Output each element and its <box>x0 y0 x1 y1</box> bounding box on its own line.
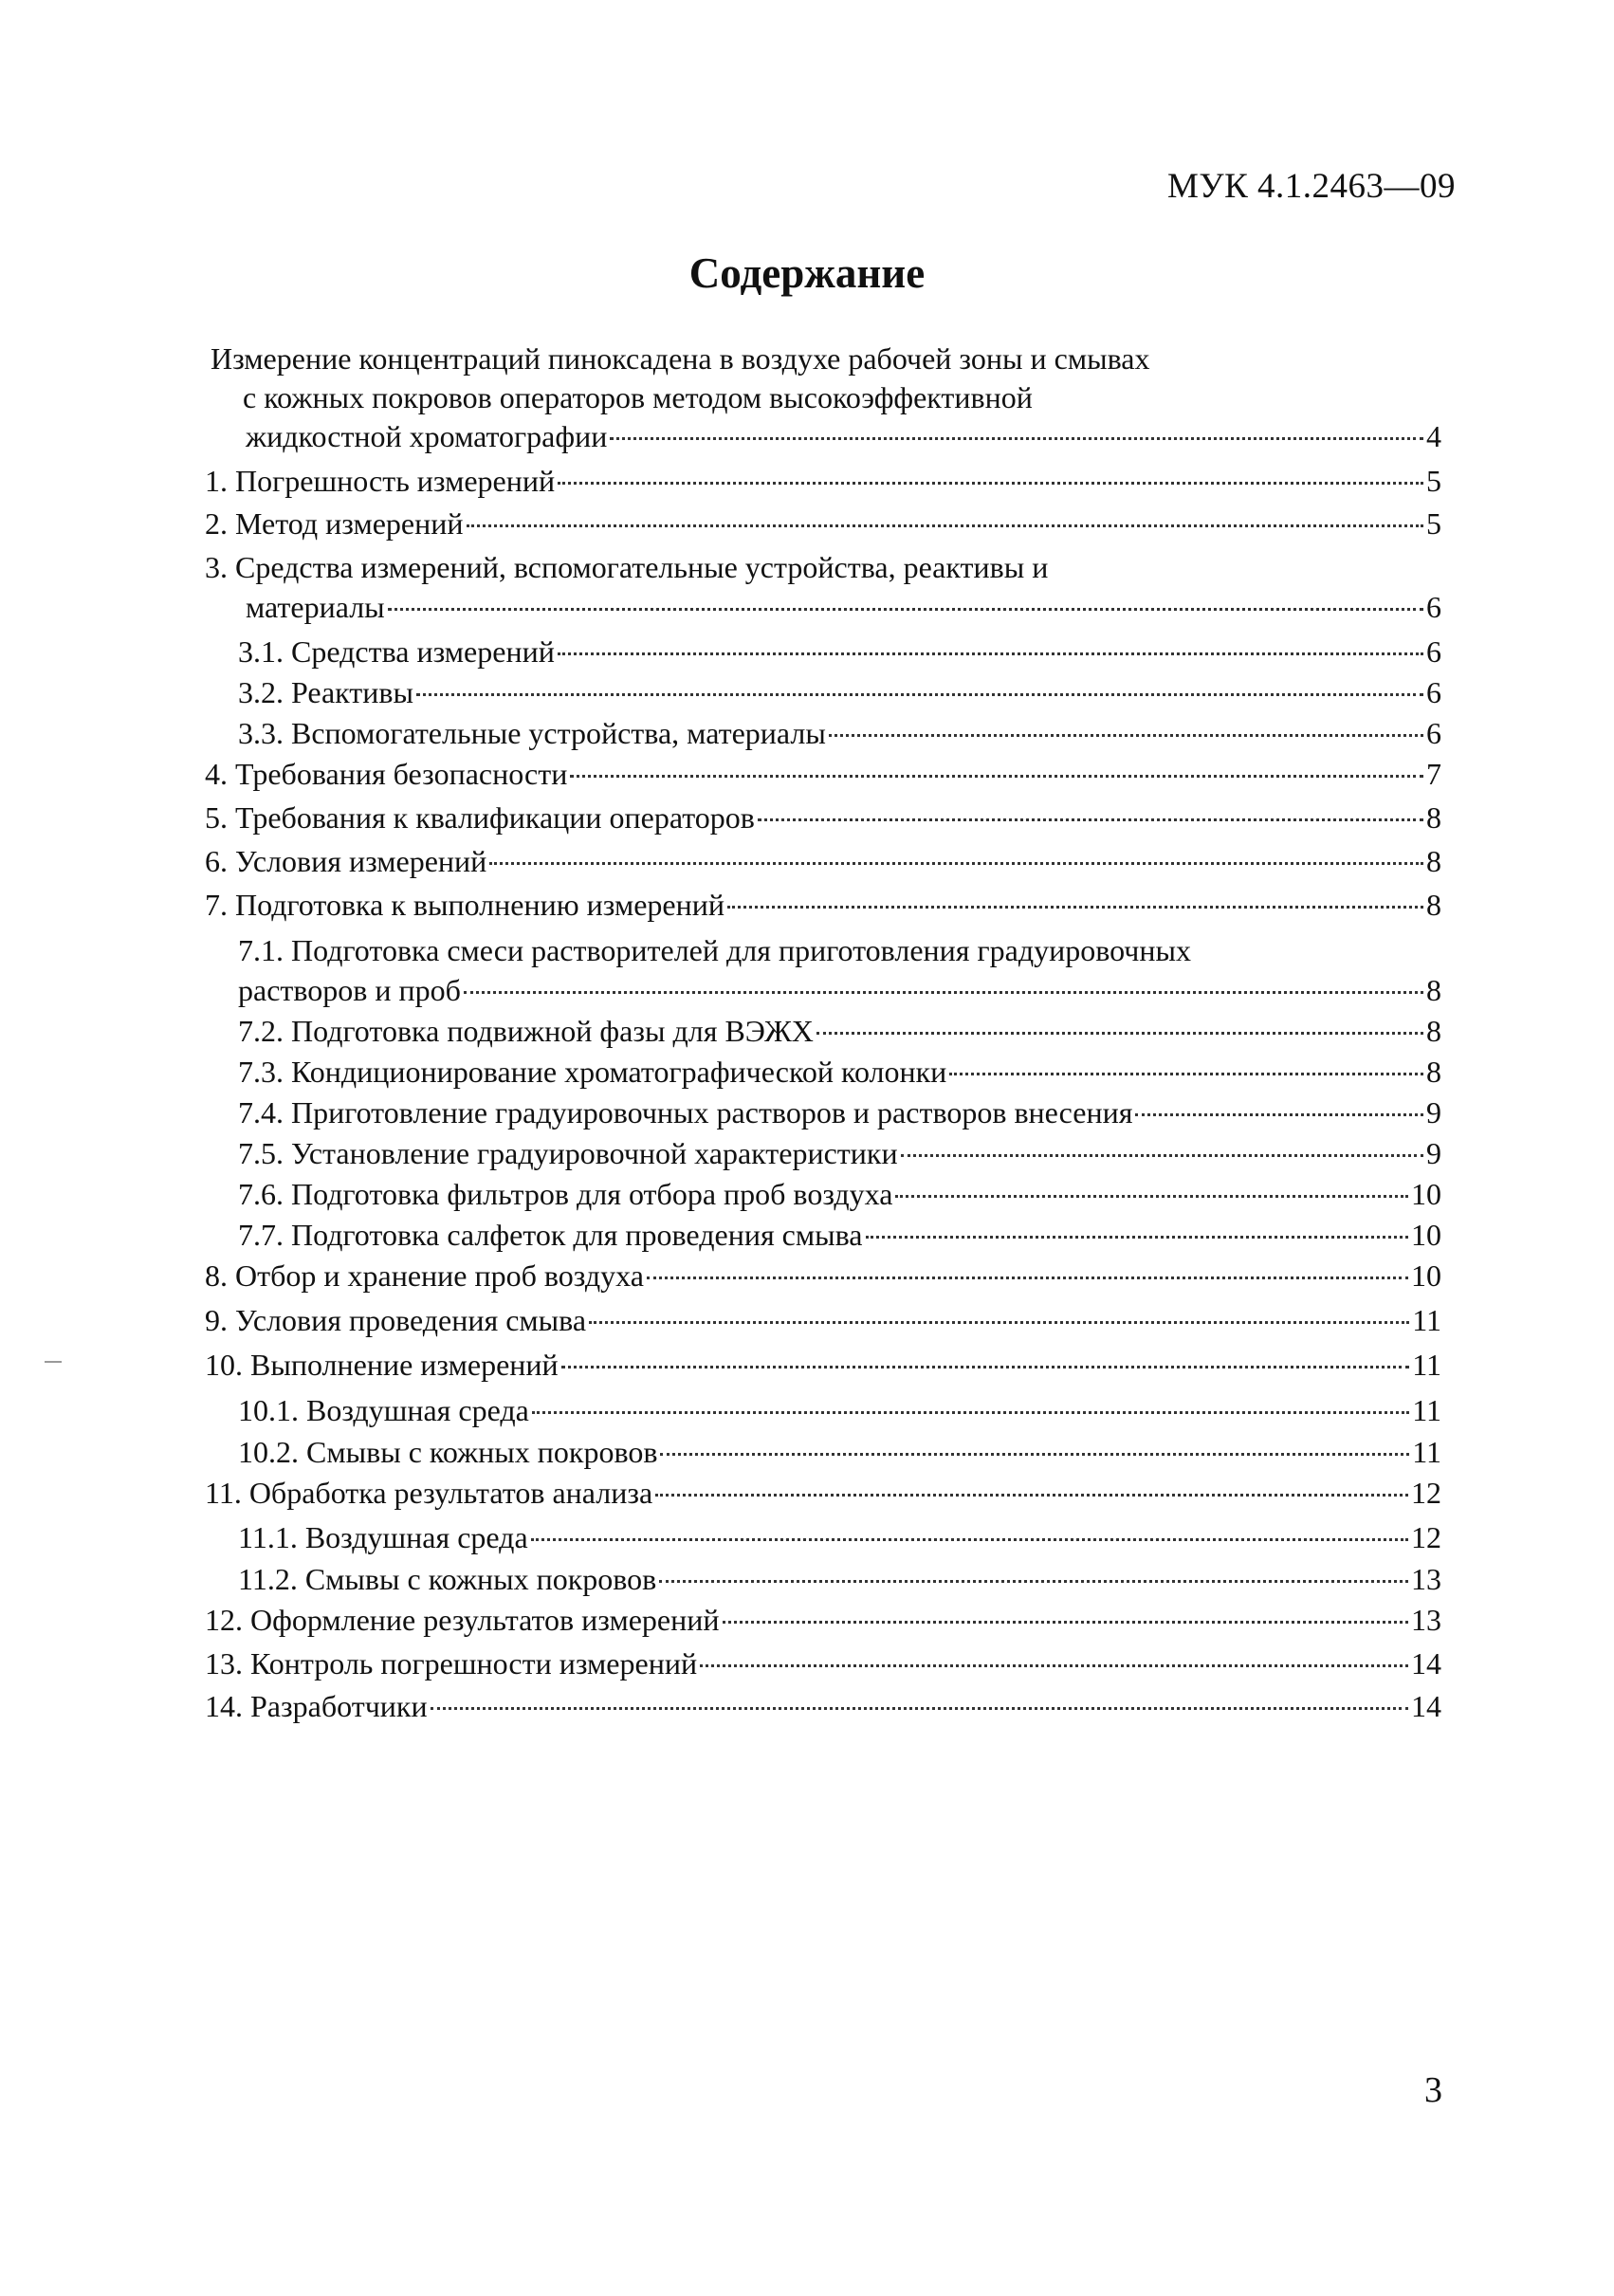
page-number: 3 <box>1424 2070 1442 2110</box>
toc-entry-page: 9 <box>1426 1136 1441 1170</box>
toc-entry-page: 6 <box>1426 716 1441 750</box>
toc-entry-page: 9 <box>1426 1095 1441 1130</box>
dot-leader <box>866 1236 1409 1239</box>
dot-leader <box>659 1580 1408 1583</box>
toc-entry-4[interactable] <box>205 755 1441 793</box>
toc-entry-label: растворов и проб <box>238 973 461 1007</box>
dot-leader <box>647 1277 1408 1279</box>
toc-entry-13[interactable] <box>205 1644 1441 1682</box>
toc-entry-label: материалы <box>246 590 385 624</box>
toc-entry-label: 10. Выполнение измерений <box>205 1348 559 1382</box>
dot-leader <box>660 1453 1409 1456</box>
dot-leader <box>464 991 1423 994</box>
toc-entry-page: 4 <box>1426 419 1441 453</box>
toc-entry-label: 7.6. Подготовка фильтров для отбора проб воздуха <box>238 1177 893 1211</box>
toc-entry-9[interactable] <box>205 1301 1441 1339</box>
dot-leader <box>431 1707 1408 1710</box>
toc-entry-label: 7.1. Подготовка смеси растворителей для приготовления градуировочных <box>238 933 1192 967</box>
toc-entry-label: 7.3. Кондиционирование хроматографической колонки <box>238 1055 947 1089</box>
toc-entry-label: 4. Требования безопасности <box>205 757 568 791</box>
toc-entry-10[interactable] <box>205 1346 1441 1384</box>
toc-entry-label: 10.1. Воздушная среда <box>238 1393 529 1427</box>
toc-entry-page: 8 <box>1426 888 1441 922</box>
toc-entry-label: 3.3. Вспомогательные устройства, материалы <box>238 716 826 750</box>
toc-entry-page: 10 <box>1411 1218 1441 1252</box>
toc-entry-3-3[interactable] <box>238 714 1441 752</box>
toc-entry-10-2[interactable] <box>238 1433 1441 1471</box>
toc-entry-page: 11 <box>1412 1303 1441 1337</box>
toc-entry-label: 9. Условия проведения смыва <box>205 1303 587 1337</box>
toc-entry-label: 11.1. Воздушная среда <box>238 1520 528 1554</box>
toc-entry-label: 11. Обработка результатов анализа <box>205 1476 653 1510</box>
toc-entry-label: 8. Отбор и хранение проб воздуха <box>205 1258 644 1293</box>
toc-entry-page: 8 <box>1426 800 1441 835</box>
dot-leader <box>816 1032 1423 1035</box>
toc-entry-7-3[interactable] <box>238 1053 1441 1091</box>
toc-entry-page: 8 <box>1426 1055 1441 1089</box>
dot-leader <box>589 1321 1409 1324</box>
toc-entry-page: 10 <box>1411 1177 1441 1211</box>
toc-entry-label: жидкостной хроматографии <box>246 419 608 453</box>
toc-entry-label: 3. Средства измерений, вспомогательные устройства, реактивы и <box>205 550 1049 584</box>
toc-entry-label: 6. Условия измерений <box>205 844 487 878</box>
dot-leader <box>829 734 1423 737</box>
toc-entry-label: 5. Требования к квалификации операторов <box>205 800 755 835</box>
toc-entry-page: 6 <box>1426 675 1441 709</box>
toc-entry-11-1[interactable] <box>238 1518 1441 1556</box>
toc-intro-entry[interactable] <box>211 340 1149 417</box>
toc-entry-label: 2. Метод измерений <box>205 506 464 541</box>
toc-entry-3-2[interactable] <box>238 673 1441 711</box>
toc-entry-page: 8 <box>1426 844 1441 878</box>
toc-intro-line-3[interactable] <box>246 417 1441 455</box>
toc-intro-line-2: с кожных покровов операторов методом высокоэффективной <box>243 380 1033 414</box>
toc-entry-label: 11.2. Смывы с кожных покровов <box>238 1562 657 1596</box>
dot-leader <box>723 1621 1409 1624</box>
dot-leader <box>901 1154 1423 1157</box>
toc-entry-label: 7.7. Подготовка салфеток для проведения смыва <box>238 1218 863 1252</box>
toc-entry-label: 3.1. Средства измерений <box>238 634 555 669</box>
toc-entry-page: 7 <box>1426 757 1441 791</box>
dot-leader <box>467 524 1424 527</box>
toc-entry-label: 7.4. Приготовление градуировочных растворов и растворов внесения <box>238 1095 1133 1130</box>
toc-entry-page: 13 <box>1411 1562 1441 1596</box>
toc-entry-label: 7.2. Подготовка подвижной фазы для ВЭЖХ <box>238 1014 814 1048</box>
dot-leader <box>655 1494 1408 1497</box>
toc-entry-7-5[interactable] <box>238 1134 1441 1172</box>
toc-entry-page: 5 <box>1426 506 1441 541</box>
dot-leader <box>558 652 1423 655</box>
toc-entry-page: 13 <box>1411 1603 1441 1637</box>
toc-entry-label: 7. Подготовка к выполнению измерений <box>205 888 724 922</box>
toc-entry-7-2[interactable] <box>238 1012 1441 1050</box>
dot-leader <box>610 437 1423 440</box>
dot-leader <box>949 1073 1423 1075</box>
toc-entry-3-1[interactable] <box>238 633 1441 670</box>
toc-entry-7-4[interactable] <box>238 1093 1441 1131</box>
toc-entry-page: 12 <box>1411 1476 1441 1510</box>
toc-entry-page: 12 <box>1411 1520 1441 1554</box>
toc-entry-page: 14 <box>1411 1646 1441 1681</box>
toc-entry-8[interactable] <box>205 1257 1441 1295</box>
dot-leader <box>558 482 1423 485</box>
toc-entry-page: 10 <box>1411 1258 1441 1293</box>
toc-entry-7[interactable] <box>205 886 1441 924</box>
toc-entry-14[interactable] <box>205 1687 1441 1725</box>
toc-entry-label: 3.2. Реактивы <box>238 675 414 709</box>
toc-entry-label: 13. Контроль погрешности измерений <box>205 1646 698 1681</box>
document-code: МУК 4.1.2463—09 <box>1166 167 1456 206</box>
dot-leader <box>758 818 1423 821</box>
toc-entry-page: 5 <box>1426 464 1441 498</box>
dot-leader <box>895 1195 1408 1198</box>
dot-leader <box>561 1366 1410 1368</box>
toc-entry-7-6[interactable] <box>238 1175 1441 1213</box>
toc-entry-7-1[interactable] <box>238 931 1441 969</box>
toc-entry-page: 6 <box>1426 590 1441 624</box>
dot-leader <box>531 1538 1408 1541</box>
page-title: Содержание <box>688 249 926 297</box>
toc-entry-label: 7.5. Установление градуировочной характеристики <box>238 1136 898 1170</box>
toc-entry-3-cont[interactable] <box>246 588 1441 626</box>
toc-entry-5[interactable] <box>205 799 1441 836</box>
toc-entry-11[interactable] <box>205 1474 1441 1512</box>
toc-entry-7-1-cont[interactable] <box>238 971 1441 1009</box>
toc-entry-12[interactable] <box>205 1601 1441 1639</box>
toc-entry-10-1[interactable] <box>238 1391 1441 1429</box>
toc-entry-3[interactable] <box>205 548 1441 586</box>
toc-entry-label: 10.2. Смывы с кожных покровов <box>238 1435 658 1469</box>
dot-leader <box>416 693 1423 696</box>
toc-entry-page: 8 <box>1426 1014 1441 1048</box>
toc-entry-page: 11 <box>1412 1348 1441 1382</box>
dot-leader <box>489 862 1423 865</box>
dot-leader <box>1135 1113 1423 1116</box>
toc-entry-page: 6 <box>1426 634 1441 669</box>
toc-entry-page: 11 <box>1412 1393 1441 1427</box>
dot-leader <box>570 775 1423 778</box>
dot-leader <box>532 1411 1409 1414</box>
toc-entry-11-2[interactable] <box>238 1560 1441 1598</box>
toc-entry-label: 12. Оформление результатов измерений <box>205 1603 720 1637</box>
toc-entry-label: 14. Разработчики <box>205 1689 428 1723</box>
toc-intro-line-1: Измерение концентраций пиноксадена в воздухе рабочей зоны и смывах <box>211 341 1150 376</box>
toc-entry-page: 11 <box>1412 1435 1441 1469</box>
toc-entry-label: 1. Погрешность измерений <box>205 464 556 498</box>
toc-entry-7-7[interactable] <box>238 1216 1441 1254</box>
dot-leader <box>727 906 1423 909</box>
toc-entry-6[interactable] <box>205 842 1441 880</box>
dot-leader <box>388 608 1423 611</box>
dot-leader <box>700 1664 1408 1667</box>
toc-entry-2[interactable] <box>205 505 1441 542</box>
toc-entry-page: 14 <box>1411 1689 1441 1723</box>
toc-entry-1[interactable] <box>205 462 1441 500</box>
toc-entry-page: 8 <box>1426 973 1441 1007</box>
scan-artifact <box>45 1361 62 1363</box>
